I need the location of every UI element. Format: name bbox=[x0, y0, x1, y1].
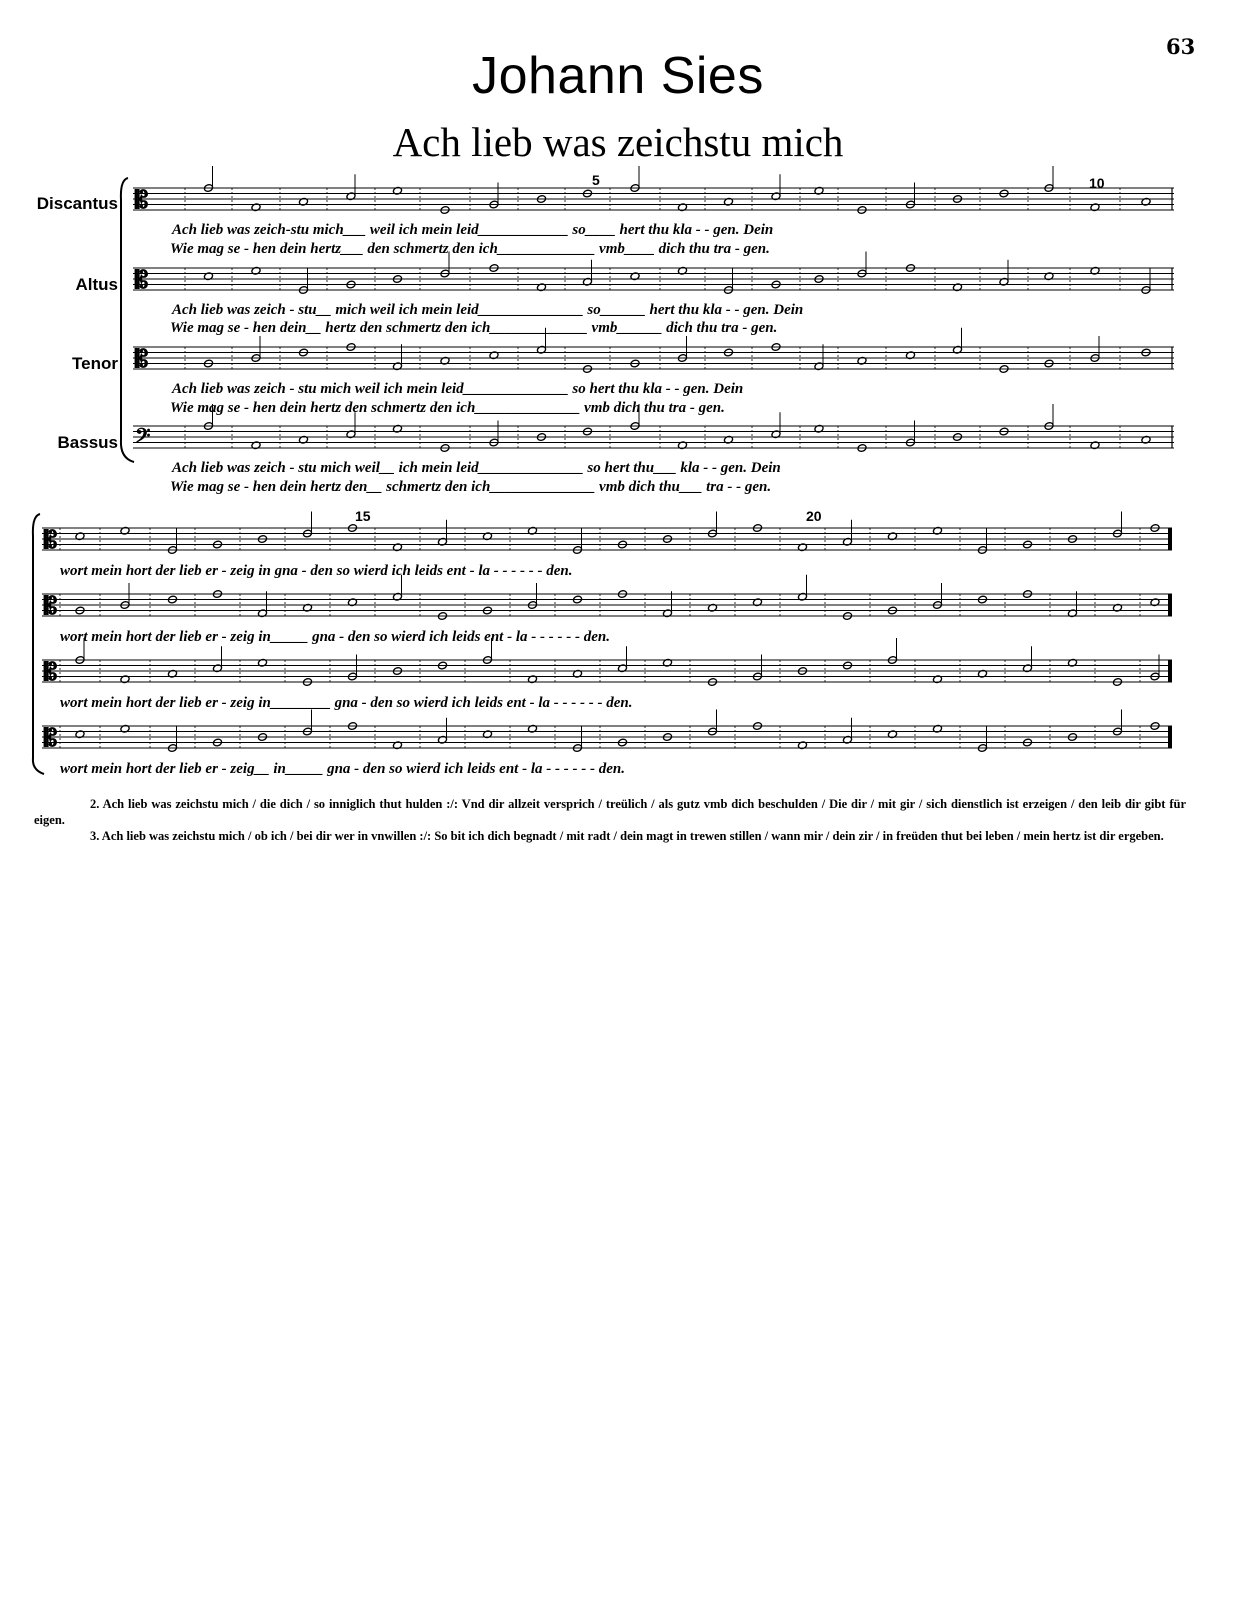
clef-icon: 𝄡 bbox=[135, 344, 149, 373]
measure-number-10: 10 bbox=[1089, 175, 1105, 191]
voice-label-bassus: Bassus bbox=[57, 433, 118, 452]
clef-icon: 𝄡 bbox=[44, 525, 58, 554]
measure-number-15: 15 bbox=[355, 508, 371, 524]
voice-label-discantus: Discantus bbox=[36, 194, 118, 213]
additional-verses bbox=[34, 796, 1186, 844]
verse-2-text: 2. Ach lieb was zeichstu mich / die dich / so inniglich thut hulden :/: Vnd dir allzeit versprich / treülich / als gutz vmb dich beschulden / Die dir / mit gir / sich dienstlich ist erzeigen / den leib dir gibt für eigen. bbox=[34, 797, 1186, 827]
lyric-discantus-system2: wort mein hort der lieb er - zeig in gna - den so wierd ich leids ent - la - - - - - - den. bbox=[60, 563, 573, 579]
voice-label-altus: Altus bbox=[75, 275, 118, 294]
clef-icon: 𝄡 bbox=[44, 591, 58, 620]
clef-icon: 𝄡 bbox=[135, 185, 149, 214]
lyric-bassus-system2: wort mein hort der lieb er - zeig__ in_____ gna - den so wierd ich leids ent - la - - - - - - den. bbox=[60, 761, 625, 777]
voice-label-tenor: Tenor bbox=[72, 354, 118, 373]
page-number: 63 bbox=[1166, 34, 1196, 59]
system-bracket bbox=[121, 178, 134, 462]
lyric-tenor-verse2: Wie mag se - hen dein hertz den schmertz den ich______________ vmb dich thu tra - gen. bbox=[170, 400, 725, 416]
system-bracket bbox=[33, 514, 44, 774]
measure-number-5: 5 bbox=[592, 172, 600, 188]
lyric-bassus-verse1: Ach lieb was zeich - stu mich weil__ ich mein leid______________ so hert thu___ kla - - gen. Dein bbox=[172, 460, 781, 476]
lyric-tenor-verse1: Ach lieb was zeich - stu mich weil ich mein leid______________ so hert thu kla - - gen. Dein bbox=[172, 381, 744, 397]
lyric-altus-verse2: Wie mag se - hen dein__ hertz den schmertz den ich_____________ vmb______ dich thu tra - gen. bbox=[170, 320, 778, 336]
song-title: Ach lieb was zeichstu mich bbox=[392, 119, 844, 165]
clef-icon: 𝄡 bbox=[44, 723, 58, 752]
lyric-altus-system2: wort mein hort der lieb er - zeig in_____ gna - den so wierd ich leids ent - la - - - - - - den. bbox=[60, 629, 610, 645]
clef-icon: 𝄢 bbox=[135, 423, 151, 452]
lyric-tenor-system2: wort mein hort der lieb er - zeig in________ gna - den so wierd ich leids ent - la - - - - - - den. bbox=[60, 695, 633, 711]
lyric-discantus-verse2: Wie mag se - hen dein hertz___ den schmertz den ich_____________ vmb____ dich thu tra - gen. bbox=[170, 241, 770, 257]
verse-3-text: 3. Ach lieb was zeichstu mich / ob ich / bei dir wer in vnwillen :/: So bit ich dich begnadt / mit radt / dein magt in trewen stillen / wann mir / dein zir / in freüden thut bei leben / mein hertz ist dir ergeben. bbox=[90, 829, 1164, 843]
lyric-altus-verse1: Ach lieb was zeich - stu__ mich weil ich mein leid______________ so______ hert thu kla - - gen. Dein bbox=[172, 302, 804, 318]
clef-icon: 𝄡 bbox=[44, 657, 58, 686]
clef-icon: 𝄡 bbox=[135, 265, 149, 294]
composer-name: Johann Sies bbox=[472, 47, 764, 105]
measure-number-20: 20 bbox=[806, 508, 822, 524]
lyric-bassus-verse2: Wie mag se - hen dein hertz den__ schmertz den ich______________ vmb dich thu___ tra - - gen. bbox=[170, 479, 772, 495]
lyric-discantus-verse1: Ach lieb was zeich-stu mich___ weil ich mein leid____________ so____ hert thu kla - - gen. Dein bbox=[172, 222, 774, 238]
